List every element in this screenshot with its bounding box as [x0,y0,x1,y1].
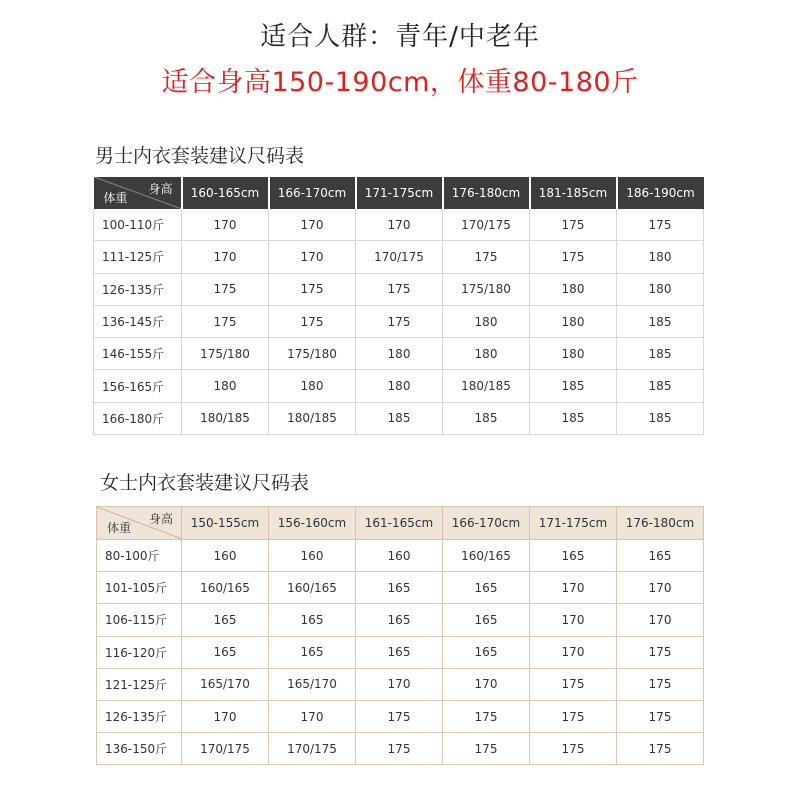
men-corner-weight-label: 体重 [103,191,128,205]
size-cell: 170 [530,572,617,604]
size-cell: 165/170 [269,668,356,700]
size-cell: 160 [269,540,356,572]
table-row [97,700,704,732]
size-cell: 175 [182,305,269,337]
weight-cell: 106-115斤 [97,604,182,636]
size-cell: 175 [530,241,617,273]
size-cell: 180 [356,370,443,402]
size-cell: 175 [269,273,356,305]
size-cell: 165 [356,636,443,668]
weight-cell: 121-125斤 [97,668,182,700]
size-cell: 170 [530,636,617,668]
men-col-header: 171-175cm [356,177,443,209]
size-cell: 175 [443,241,530,273]
size-cell: 170 [269,209,356,241]
size-cell: 170/175 [182,733,269,765]
size-cell: 175 [269,305,356,337]
table-row [94,402,704,434]
women-size-chart-table [96,506,704,765]
size-cell: 165 [356,604,443,636]
table-row [97,668,704,700]
size-cell: 180 [356,338,443,370]
size-cell: 180/185 [269,402,356,434]
size-cell: 175/180 [182,338,269,370]
weight-cell: 80-100斤 [97,540,182,572]
size-cell: 175 [530,700,617,732]
size-cell: 175 [617,209,704,241]
height-weight-range-heading: 适合身高150-190cm，体重80-180斤 [161,67,639,98]
size-cell: 175 [530,209,617,241]
weight-cell: 116-120斤 [97,636,182,668]
size-cell: 160/165 [443,540,530,572]
size-cell: 175 [356,273,443,305]
weight-cell: 166-180斤 [94,402,182,434]
men-corner-height-label: 身高 [148,182,173,196]
size-cell: 170 [530,604,617,636]
size-cell: 180 [530,273,617,305]
size-cell: 170 [269,700,356,732]
table-row [94,338,704,370]
size-cell: 180 [443,305,530,337]
men-col-header: 166-170cm [269,177,356,209]
weight-cell: 100-110斤 [94,209,182,241]
table-row [94,273,704,305]
size-cell: 175 [443,700,530,732]
size-cell: 170 [443,668,530,700]
table-row [97,572,704,604]
size-cell: 175 [356,305,443,337]
men-col-header: 186-190cm [617,177,704,209]
size-cell: 185 [617,402,704,434]
size-cell: 185 [617,305,704,337]
table-row [94,370,704,402]
women-col-header: 161-165cm [356,507,443,540]
table-row [97,733,704,765]
size-cell: 185 [530,402,617,434]
size-cell: 170 [182,700,269,732]
size-cell: 165 [443,604,530,636]
men-col-header: 176-180cm [443,177,530,209]
women-col-header: 166-170cm [443,507,530,540]
women-corner-height-label: 身高 [148,512,173,526]
size-cell: 165 [356,572,443,604]
table-row [94,209,704,241]
size-cell: 170 [356,668,443,700]
size-cell: 175 [530,733,617,765]
target-group-heading: 适合人群：青年/中老年 [260,22,540,52]
size-cell: 180 [269,370,356,402]
size-cell: 185 [443,402,530,434]
size-cell: 175 [356,733,443,765]
size-cell: 170/175 [443,209,530,241]
weight-cell: 136-145斤 [94,305,182,337]
size-cell: 180 [617,273,704,305]
size-cell: 165 [443,636,530,668]
men-corner-header [94,177,182,209]
size-cell: 165 [269,636,356,668]
size-cell: 185 [617,370,704,402]
table-row [97,540,704,572]
men-size-chart-table [93,177,704,435]
size-cell: 160/165 [182,572,269,604]
size-cell: 170 [617,572,704,604]
weight-cell: 126-135斤 [94,273,182,305]
women-corner-weight-label: 体重 [107,521,132,535]
size-cell: 170/175 [269,733,356,765]
size-cell: 170 [182,209,269,241]
women-col-header: 171-175cm [530,507,617,540]
size-cell: 160/165 [269,572,356,604]
size-cell: 165 [443,572,530,604]
size-cell: 175 [530,668,617,700]
size-cell: 165 [530,540,617,572]
size-cell: 160 [356,540,443,572]
women-size-chart-title: 女士内衣套装建议尺码表 [100,472,310,494]
size-cell: 175 [182,273,269,305]
size-cell: 170 [617,604,704,636]
women-header-row [97,507,704,540]
size-cell: 180/185 [443,370,530,402]
weight-cell: 111-125斤 [94,241,182,273]
size-cell: 170 [182,241,269,273]
weight-cell: 146-155斤 [94,338,182,370]
size-cell: 170/175 [356,241,443,273]
weight-cell: 126-135斤 [97,700,182,732]
size-cell: 175 [356,700,443,732]
table-row [94,305,704,337]
size-cell: 185 [530,370,617,402]
size-cell: 180/185 [182,402,269,434]
men-col-header: 181-185cm [530,177,617,209]
size-cell: 185 [356,402,443,434]
weight-cell: 156-165斤 [94,370,182,402]
size-cell: 180 [530,338,617,370]
size-cell: 165 [182,604,269,636]
size-cell: 175 [617,700,704,732]
size-cell: 160 [182,540,269,572]
size-cell: 175/180 [269,338,356,370]
size-cell: 175 [617,733,704,765]
men-size-chart-title: 男士内衣套装建议尺码表 [95,145,305,167]
size-cell: 180 [443,338,530,370]
women-corner-header [97,507,182,540]
size-cell: 175 [617,668,704,700]
weight-cell: 136-150斤 [97,733,182,765]
size-cell: 165 [617,540,704,572]
size-cell: 180 [617,241,704,273]
women-col-header: 150-155cm [182,507,269,540]
size-cell: 175 [617,636,704,668]
size-cell: 165 [182,636,269,668]
table-row [97,604,704,636]
size-cell: 185 [617,338,704,370]
women-col-header: 156-160cm [269,507,356,540]
size-cell: 175 [443,733,530,765]
table-row [94,241,704,273]
size-cell: 175/180 [443,273,530,305]
men-header-row [94,177,704,209]
women-col-header: 176-180cm [617,507,704,540]
size-cell: 180 [182,370,269,402]
weight-cell: 101-105斤 [97,572,182,604]
size-cell: 165 [269,604,356,636]
table-row [97,636,704,668]
men-col-header: 160-165cm [182,177,269,209]
size-cell: 165/170 [182,668,269,700]
size-cell: 180 [530,305,617,337]
size-cell: 170 [269,241,356,273]
size-cell: 170 [356,209,443,241]
